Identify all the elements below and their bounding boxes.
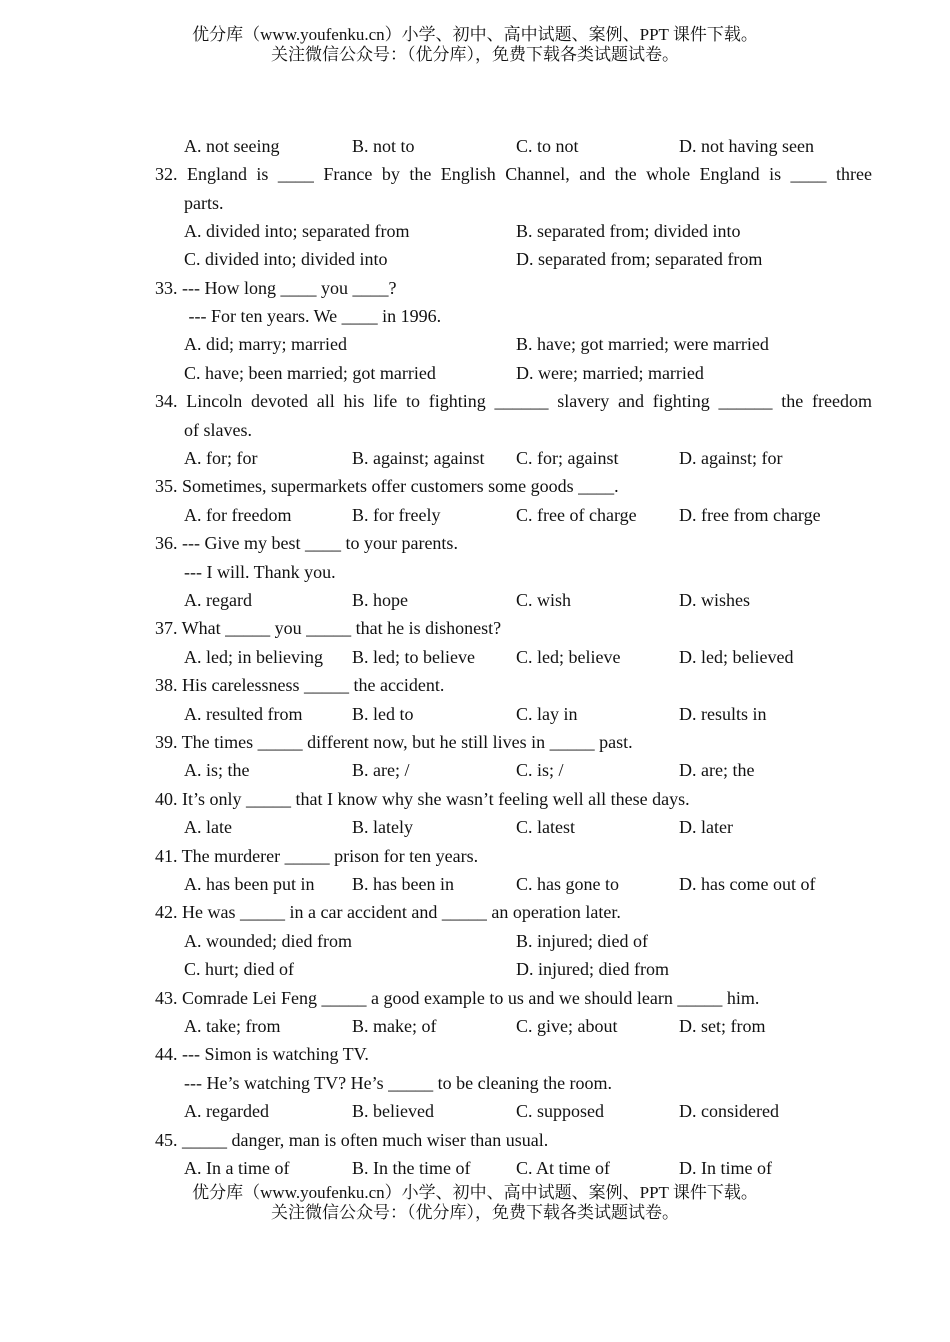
q41-option-b: B. has been in [352,874,454,894]
q42-option-c: C. hurt; died of [184,959,294,979]
q45-option-a: A. In a time of [184,1158,290,1178]
q37-option-d: D. led; believed [679,647,794,667]
q41-option-a: A. has been put in [184,874,315,894]
q35-option-b: B. for freely [352,505,441,525]
q37-option-b: B. led; to believe [352,647,475,667]
q45-option-c: C. At time of [516,1158,610,1178]
q40-option-c: C. latest [516,817,575,837]
q40-option-b: B. lately [352,817,413,837]
q43-stem: 43. Comrade Lei Feng _____ a good example to us and we should learn _____ him. [155,988,760,1008]
q45-option-d: D. In time of [679,1158,772,1178]
q38-option-d: D. results in [679,704,767,724]
q45-option-b: B. In the time of [352,1158,471,1178]
q34-stem: 34. Lincoln devoted all his life to fighting ______ slavery and fighting ______ the freedom [155,391,872,411]
q36-stem-reply: --- I will. Thank you. [184,562,336,582]
q32-option-b: B. separated from; divided into [516,221,741,241]
q41-option-c: C. has gone to [516,874,619,894]
q32-option-d: D. separated from; separated from [516,249,763,269]
q40-option-d: D. later [679,817,733,837]
q32-stem-cont: parts. [184,193,224,213]
q31-option-d: D. not having seen [679,136,814,156]
q38-stem: 38. His carelessness _____ the accident. [155,675,445,695]
q37-option-a: A. led; in believing [184,647,323,667]
footer-line-1: 优分库（www.youfenku.cn）小学、初中、高中试题、案例、PPT 课件下载。 [192,1183,758,1202]
page-header [0,25,950,65]
q34-option-a: A. for; for [184,448,258,468]
q39-stem: 39. The times _____ different now, but he still lives in _____ past. [155,732,633,752]
q44-option-a: A. regarded [184,1101,269,1121]
q38-option-b: B. led to [352,704,414,724]
q35-option-c: C. free of charge [516,505,637,525]
q38-option-a: A. resulted from [184,704,303,724]
q32-option-c: C. divided into; divided into [184,249,388,269]
q31-option-b: B. not to [352,136,415,156]
q39-option-c: C. is; / [516,760,564,780]
q40-option-a: A. late [184,817,232,837]
q42-option-b: B. injured; died of [516,931,648,951]
q33-stem: 33. --- How long ____ you ____? [155,278,397,298]
q43-option-a: A. take; from [184,1016,281,1036]
q33-option-a: A. did; marry; married [184,334,347,354]
q37-option-c: C. led; believe [516,647,621,667]
q35-option-d: D. free from charge [679,505,821,525]
q34-option-b: B. against; against [352,448,485,468]
q41-option-d: D. has come out of [679,874,816,894]
q36-stem: 36. --- Give my best ____ to your parents. [155,533,458,553]
q43-option-c: C. give; about [516,1016,618,1036]
page-footer [0,1183,950,1223]
header-line-1: 优分库（www.youfenku.cn）小学、初中、高中试题、案例、PPT 课件下载。 [192,25,758,44]
q37-stem: 37. What _____ you _____ that he is dishonest? [155,618,502,638]
q44-option-d: D. considered [679,1101,779,1121]
q35-stem: 35. Sometimes, supermarkets offer customers some goods ____. [155,476,619,496]
q32-option-a: A. divided into; separated from [184,221,410,241]
q33-option-c: C. have; been married; got married [184,363,436,383]
q34-option-d: D. against; for [679,448,783,468]
q44-option-c: C. supposed [516,1101,605,1121]
q33-option-b: B. have; got married; were married [516,334,769,354]
q44-stem-reply: --- He’s watching TV? He’s _____ to be cleaning the room. [184,1073,613,1093]
q39-option-b: B. are; / [352,760,410,780]
q36-option-c: C. wish [516,590,572,610]
q44-stem: 44. --- Simon is watching TV. [155,1044,369,1064]
q42-option-d: D. injured; died from [516,959,669,979]
q44-option-b: B. believed [352,1101,434,1121]
q39-option-a: A. is; the [184,760,250,780]
q31-option-a: A. not seeing [184,136,280,156]
q43-option-b: B. make; of [352,1016,437,1036]
q31-option-c: C. to not [516,136,579,156]
q41-stem: 41. The murderer _____ prison for ten years. [155,846,479,866]
q36-option-b: B. hope [352,590,408,610]
q35-option-a: A. for freedom [184,505,292,525]
footer-line-2: 关注微信公众号：（优分库），免费下载各类试题试卷。 [271,1203,679,1222]
q32-stem: 32. England is ____ France by the English Channel, and the whole England is ____ three [155,164,872,184]
q36-option-d: D. wishes [679,590,750,610]
q45-stem: 45. _____ danger, man is often much wiser than usual. [155,1130,549,1150]
q38-option-c: C. lay in [516,704,578,724]
q39-option-d: D. are; the [679,760,755,780]
q42-stem: 42. He was _____ in a car accident and _____ an operation later. [155,902,621,922]
q33-stem-reply: --- For ten years. We ____ in 1996. [184,306,442,326]
q33-option-d: D. were; married; married [516,363,704,383]
q34-stem-cont: of slaves. [184,420,252,440]
q42-option-a: A. wounded; died from [184,931,352,951]
q34-option-c: C. for; against [516,448,619,468]
header-line-2: 关注微信公众号：（优分库），免费下载各类试题试卷。 [271,45,679,64]
q40-stem: 40. It’s only _____ that I know why she wasn’t feeling well all these days. [155,789,690,809]
q43-option-d: D. set; from [679,1016,766,1036]
q36-option-a: A. regard [184,590,252,610]
